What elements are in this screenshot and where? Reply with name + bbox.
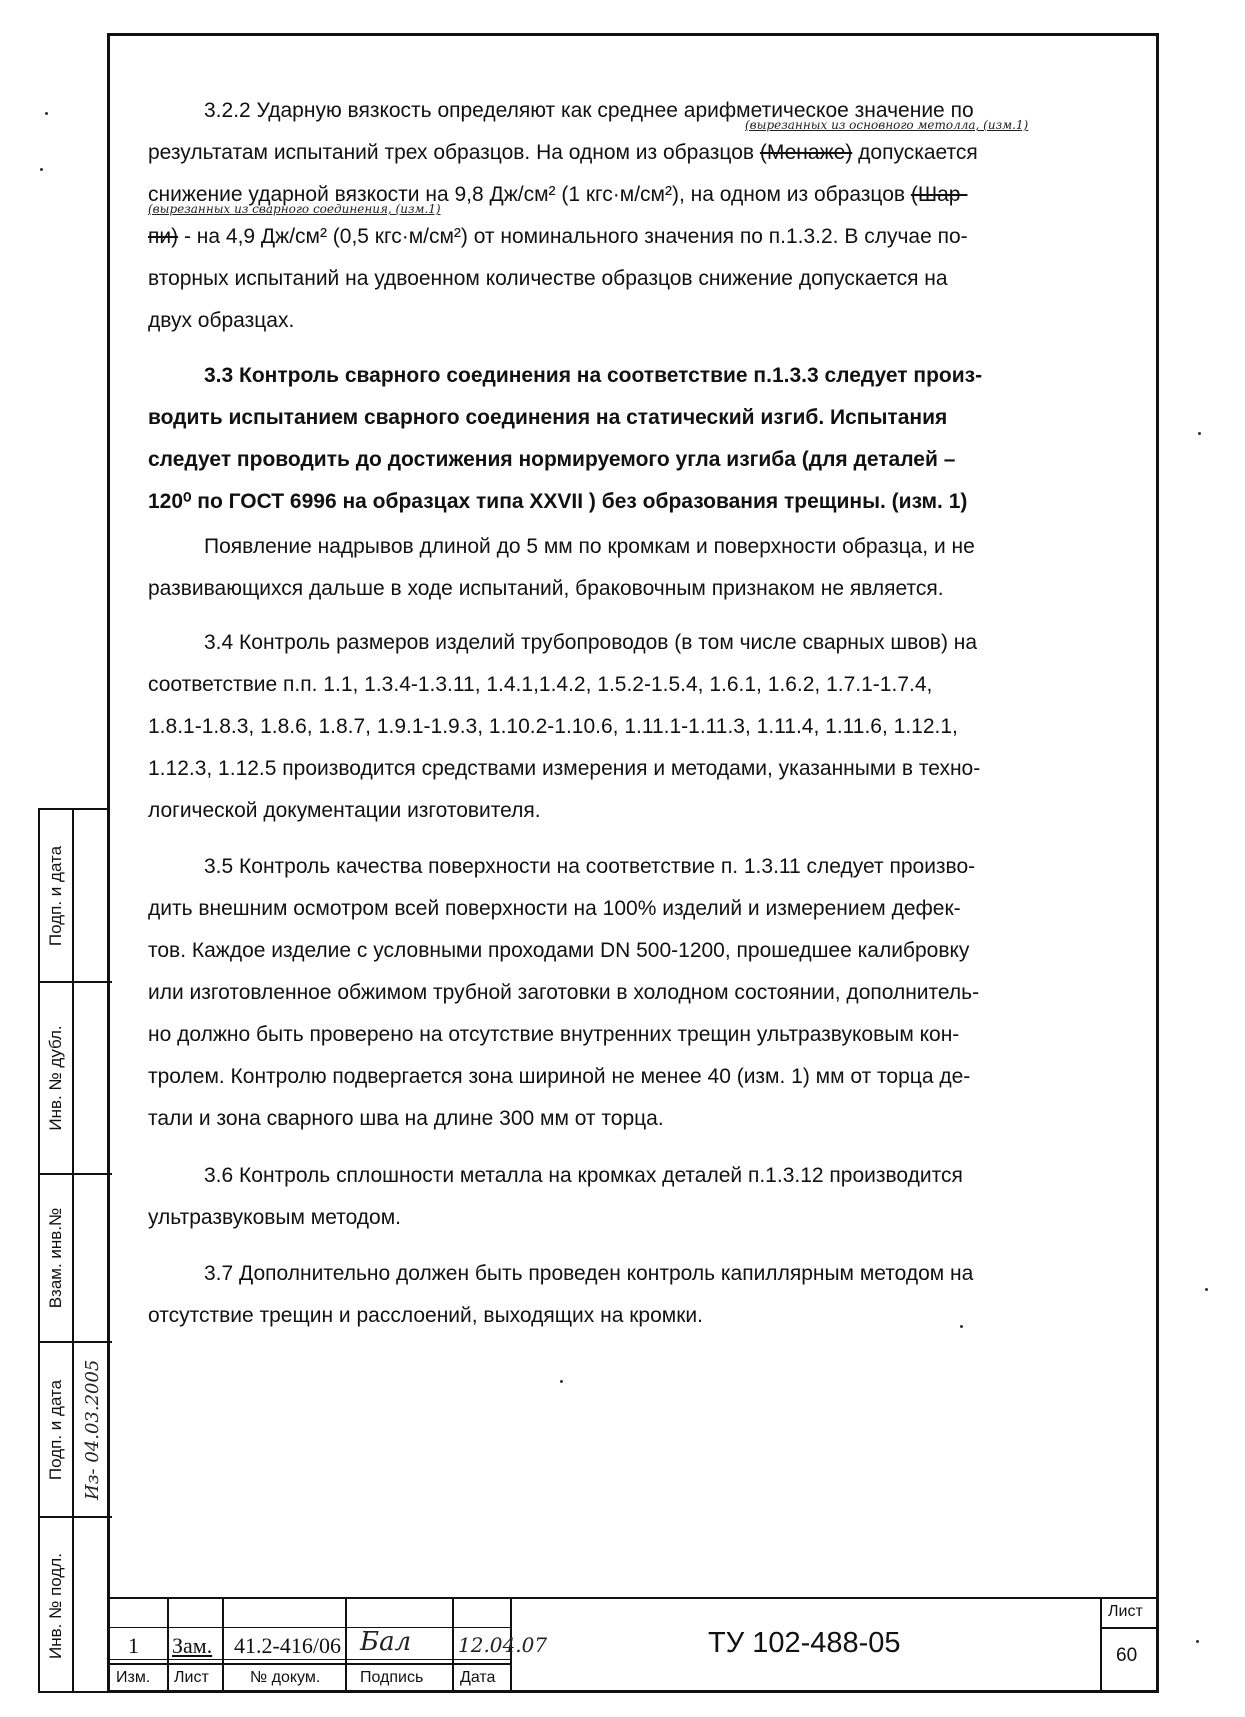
text-line: дить внешним осмотром всей поверхности на 100% изделий и измерением дефек- xyxy=(148,897,961,920)
text-line: тов. Каждое изделие с условными проходами DN 500-1200, прошедшее калибровку xyxy=(148,939,970,962)
sheet-label: Лист xyxy=(1108,1603,1143,1620)
text-line: допускается xyxy=(858,141,978,164)
struck-text: пи) xyxy=(148,225,179,248)
text-line: развивающихся дальше в ходе испытаний, браковочным признаком не является. xyxy=(148,577,944,600)
text-line: логической документации изготовителя. xyxy=(148,799,541,822)
handwritten-signature-date: Из- 04.03.2005 xyxy=(82,1359,103,1500)
header-list: Лист xyxy=(174,1669,209,1686)
side-label: Инв. № подл. xyxy=(46,1552,65,1659)
document-number: 41.2-416/06 xyxy=(234,1633,341,1658)
side-cell xyxy=(40,983,112,1175)
text-line: 3.7 Дополнительно должен быть проведен контроль капиллярным методом на xyxy=(204,1262,974,1285)
scan-speck xyxy=(1196,1640,1199,1643)
header-date: Дата xyxy=(460,1669,496,1686)
text-line: - на 4,9 Дж/см² (0,5 кгс·м/см²) от номинального значения по п.1.3.2. В случае по- xyxy=(183,225,968,248)
header-izm: Изм. xyxy=(116,1669,151,1686)
scan-speck xyxy=(960,1325,963,1328)
scan-speck xyxy=(1198,432,1201,435)
text-line: снижение ударной вязкости на 9,8 Дж/см² (1 кгс·м/см²), на одном из образцов xyxy=(148,183,906,206)
text-line: но должно быть проверено на отсутствие внутренних трещин ультразвуковым кон- xyxy=(148,1023,960,1046)
struck-text: (Шар- xyxy=(910,183,968,206)
signature-date: 12.04.07 xyxy=(458,1633,548,1657)
text-line: вторных испытаний на удвоенном количестве образцов снижение допускается на xyxy=(148,267,948,290)
sheet-number: 60 xyxy=(1116,1645,1138,1666)
text-line: водить испытанием сварного соединения на статический изгиб. Испытания xyxy=(148,406,948,429)
side-label: Инв. № дубл. xyxy=(46,1025,65,1131)
text-line: 3.3 Контроль сварного соединения на соответствие п.1.3.3 следует произ- xyxy=(204,364,983,387)
signature: Бал xyxy=(360,1627,412,1657)
text-line: 3.6 Контроль сплошности металла на кромках деталей п.1.3.12 производится xyxy=(204,1164,963,1187)
text-line: Появление надрывов длиной до 5 мм по кромкам и поверхности образца, и не xyxy=(204,535,975,558)
text-line: тали и зона сварного шва на длине 300 мм от торца. xyxy=(148,1107,664,1130)
handwritten-note: (вырезанных из основного метолла, (изм.1) xyxy=(745,118,1029,132)
side-cell xyxy=(40,1518,112,1693)
text-line: ультразвуковым методом. xyxy=(148,1206,402,1229)
scan-speck xyxy=(40,168,43,171)
text-line: соответствие п.п. 1.1, 1.3.4-1.3.11, 1.4.1,1.4.2, 1.5.2-1.5.4, 1.6.1, 1.6.2, 1.7.1-1.7.4, xyxy=(148,673,933,696)
sheet-change-type: Зам. xyxy=(172,1633,213,1658)
side-cell xyxy=(40,810,112,983)
title-block xyxy=(110,1597,1156,1690)
handwritten-note: (вырезанных из сварного соединения, (изм.1) xyxy=(148,202,441,216)
text-line: 3.5 Контроль качества поверхности на соответствие п. 1.3.11 следует произво- xyxy=(204,855,976,878)
text-line: следует проводить до достижения нормируемого угла изгиба (для деталей – xyxy=(148,448,956,471)
text-line: результатам испытаний трех образцов. На одном из образцов xyxy=(148,141,755,164)
side-stamp-column xyxy=(38,808,110,1693)
header-doc: № докум. xyxy=(250,1669,321,1686)
text-line: 3.4 Контроль размеров изделий трубопроводов (в том числе сварных швов) на xyxy=(204,631,978,654)
scan-speck xyxy=(1205,1288,1208,1291)
struck-text: (Менаже) xyxy=(759,141,853,164)
text-line: двух образцах. xyxy=(148,309,295,332)
side-label: Подп. и дата xyxy=(46,845,65,946)
revision-number: 1 xyxy=(128,1633,139,1658)
side-cell xyxy=(40,1175,112,1343)
header-sign: Подпись xyxy=(360,1669,424,1686)
side-label: Взам. инв.№ xyxy=(46,1207,65,1309)
text-line: отсутствие трещин и расслоений, выходящих на кромки. xyxy=(148,1304,703,1327)
text-line: или изготовленное обжимом трубной заготовки в холодном состоянии, дополнитель- xyxy=(148,981,980,1004)
text-line: 3.2.2 Ударную вязкость определяют как среднее арифметическое значение по xyxy=(204,99,974,122)
scan-speck xyxy=(560,1380,563,1383)
text-line: 120⁰ по ГОСТ 6996 на образцах типа XXVII ) без образования трещины. (изм. 1) xyxy=(148,490,968,513)
text-line: 1.8.1-1.8.3, 1.8.6, 1.8.7, 1.9.1-1.9.3, 1.10.2-1.10.6, 1.11.1-1.11.3, 1.11.4, 1.11.6, 1.12.1, xyxy=(148,715,958,738)
document-code: ТУ 102-488-05 xyxy=(708,1627,901,1659)
side-label: Подп. и дата xyxy=(46,1379,65,1480)
scan-speck xyxy=(45,112,48,115)
text-line: тролем. Контролю подвергается зона шириной не менее 40 (изм. 1) мм от торца де- xyxy=(148,1065,971,1088)
text-line: 1.12.3, 1.12.5 производится средствами измерения и методами, указанными в техно- xyxy=(148,757,981,780)
